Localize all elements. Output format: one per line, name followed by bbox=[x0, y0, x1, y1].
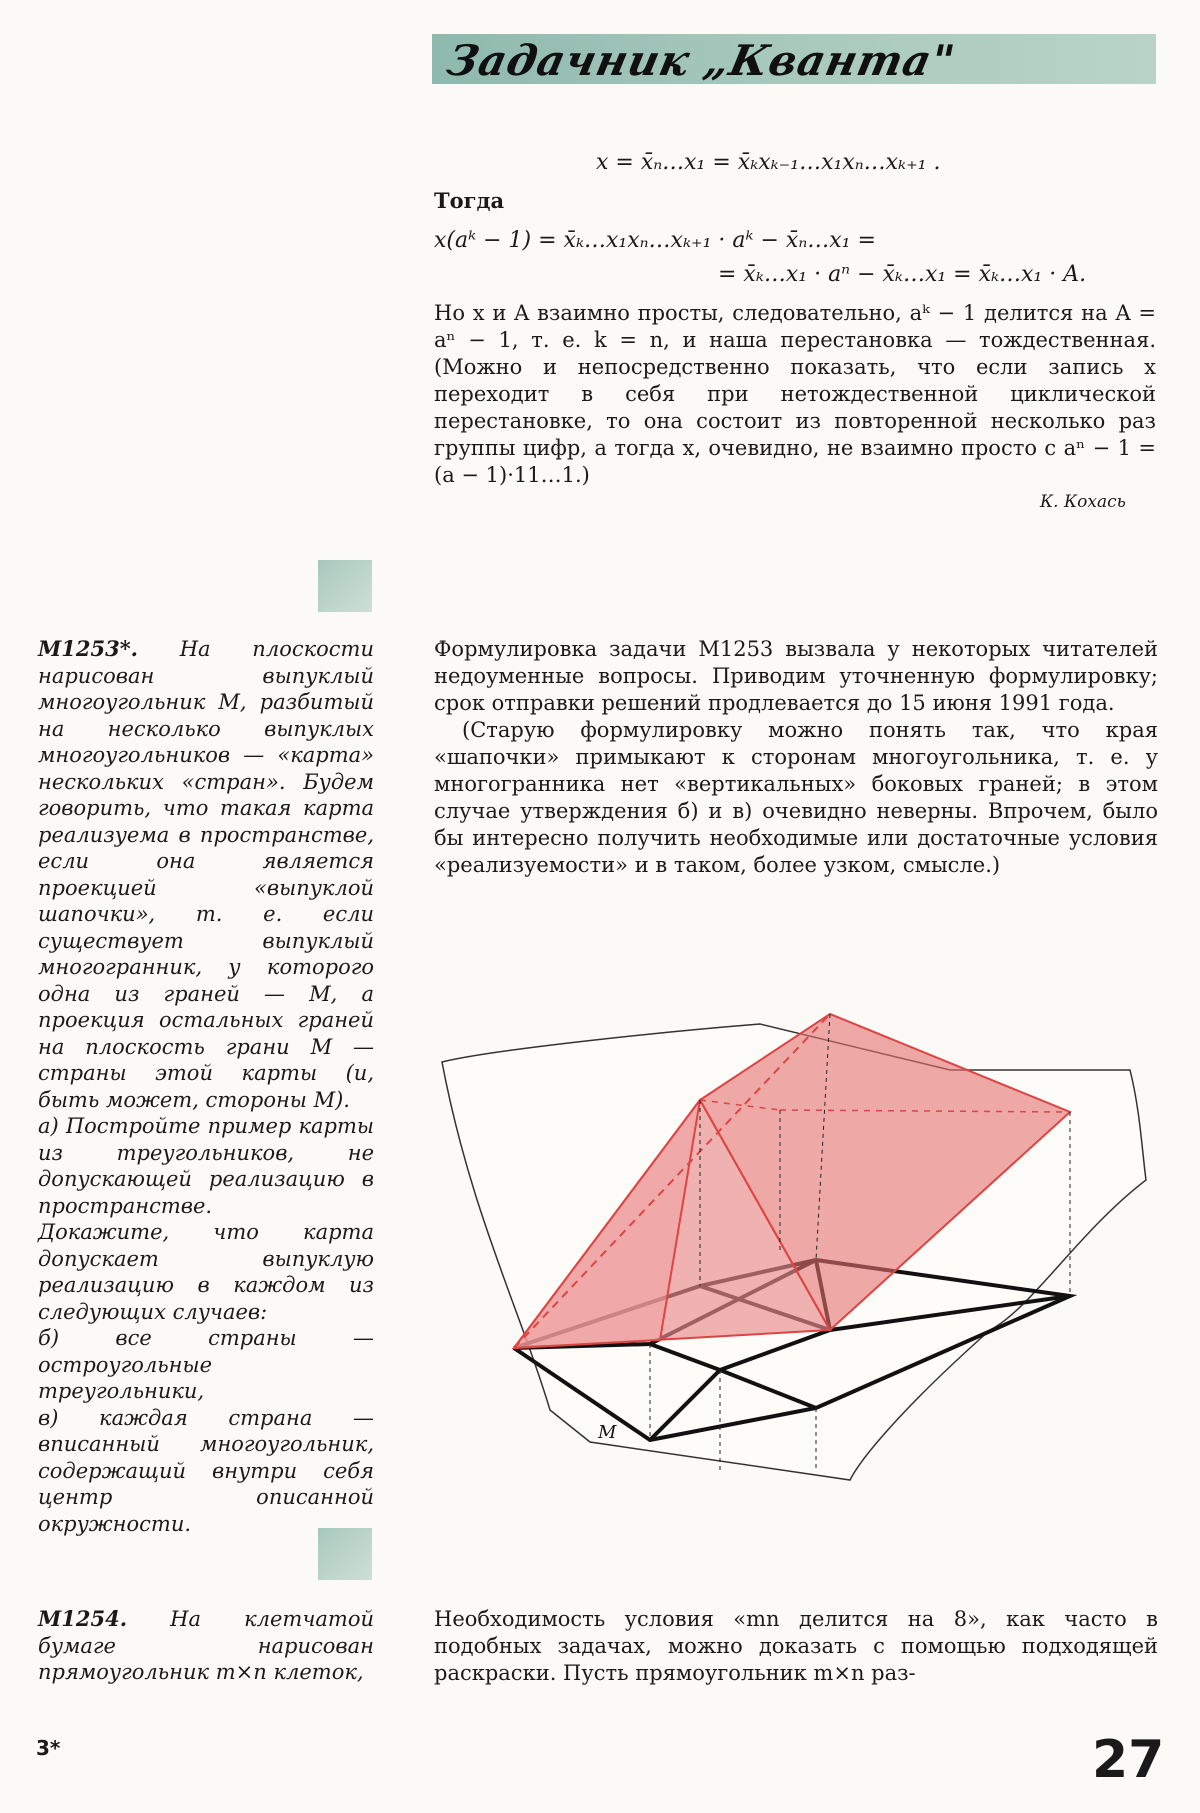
formula-1: x = x̄ₙ…x₁ = x̄ₖxₖ₋₁…x₁xₙ…xₖ₊₁ . bbox=[596, 150, 941, 175]
problem-m1253-prove: Докажите, что карта допускает выпуклую реализацию в каждом из следующих случаев: bbox=[38, 1220, 374, 1324]
problem-m1253-part-a: а) Постройте пример карты из треугольников, не допускающей реализацию в пространстве. bbox=[38, 1114, 374, 1218]
problem-m1253 bbox=[38, 636, 374, 1537]
formula-2: x(aᵏ − 1) = x̄ₖ…x₁xₙ…xₖ₊₁ · aᵏ − x̄ₙ…x₁ = bbox=[434, 228, 876, 253]
notice-paragraph-2: (Старую формулировку можно понять так, что края «шапочки» примыкают к сторонам многоугольника, т. е. у многогранника нет «вертикальных» боковых граней; в этом случае утверждения б) и в) очевидно неверны. Впрочем, было бы интересно получить необходимые или достаточные условия «реализуемости» и в таком, более узком, смысле.) bbox=[434, 718, 1158, 877]
decorative-swatch bbox=[318, 1528, 372, 1580]
problem-m1253-text: На плоскости нарисован выпуклый многоугольник M, разбитый на несколько выпуклых многоугольников — «карта» нескольких «стран». Будем говорить, что такая карта реализуема в пространстве, если она является проекцией «выпуклой шапочки», т. е. если существует выпуклый многогранник, у которого одна из граней — M, а проекция остальных граней на плоскость грани M — страны этой карты (и, быть может, стороны M). bbox=[38, 637, 374, 1112]
notice bbox=[434, 636, 1158, 879]
solution-author: К. Кохась bbox=[1040, 492, 1126, 512]
solution-m1254: Необходимость условия «mn делится на 8», как часто в подобных задачах, можно доказать с помощью подходящей раскраски. Пусть прямоугольник m×n раз- bbox=[434, 1607, 1158, 1685]
problem-m1254 bbox=[38, 1606, 374, 1686]
problem-m1254-label: М1254. bbox=[38, 1606, 128, 1631]
section-banner bbox=[432, 34, 1156, 84]
decorative-swatch bbox=[318, 560, 372, 612]
problem-m1253-part-c: в) каждая страна — вписанный многоугольник, содержащий внутри себя центр описанной окружности. bbox=[38, 1405, 374, 1536]
formula-3: = x̄ₖ…x₁ · aⁿ − x̄ₖ…x₁ = x̄ₖ…x₁ · A. bbox=[718, 262, 1087, 287]
solution-text: Но x и A взаимно просты, следовательно, aᵏ − 1 делится на A = aⁿ − 1, т. е. k = n, и наша перестановка — тождественная. (Можно и непосредственно показать, что если запись x переходит в себя при нетождественной циклической перестановке, то она состоит из повторенной несколько раз группы цифр, а тогда x, очевидно, не взаимно просто с aⁿ − 1 = (a − 1)·11…1.) bbox=[434, 301, 1156, 487]
then-word: Тогда bbox=[434, 188, 505, 213]
problem-m1254-text: На клетчатой бумаге нарисован прямоугольник m×n клеток, bbox=[38, 1607, 374, 1684]
banner-title: Задачник „Кванта" bbox=[442, 36, 960, 85]
problem-m1253-label: М1253*. bbox=[38, 636, 138, 661]
problem-m1253-part-b: б) все страны — остроугольные треугольники, bbox=[38, 1326, 374, 1403]
polyhedron-figure bbox=[430, 1010, 1160, 1490]
signature-mark: 3* bbox=[36, 1736, 61, 1760]
page-number: 27 bbox=[1092, 1730, 1165, 1790]
figure-label-m: M bbox=[598, 1422, 617, 1443]
notice-paragraph-1: Формулировка задачи М1253 вызвала у некоторых читателей недоуменные вопросы. Приводим уточненную формулировку; срок отправки решений продлевается до 15 июня 1991 года. bbox=[434, 637, 1158, 715]
